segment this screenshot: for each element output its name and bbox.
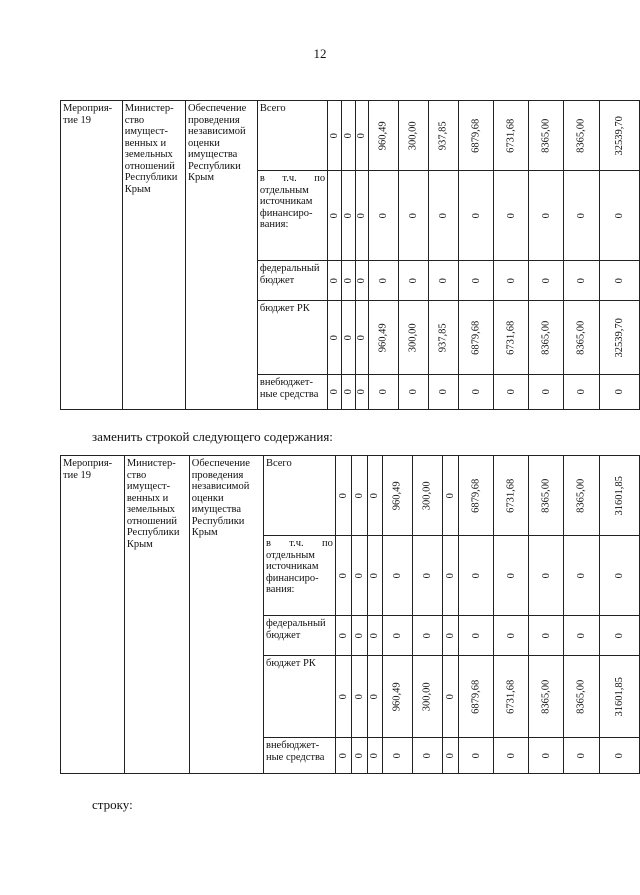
value-cell xyxy=(564,738,599,774)
value-cell xyxy=(443,738,459,774)
value-cell xyxy=(529,101,564,171)
value-text: 0 xyxy=(408,277,419,284)
value-text: 0 xyxy=(540,632,552,639)
value-cell xyxy=(443,616,459,656)
value-cell xyxy=(367,616,383,656)
value-text: 0 xyxy=(575,572,587,579)
value-cell xyxy=(443,656,459,738)
value-text: 937,85 xyxy=(437,121,449,150)
value-text: 0 xyxy=(378,212,390,219)
value-cell xyxy=(494,738,529,774)
value-cell xyxy=(459,301,494,375)
value-cell xyxy=(494,261,529,301)
value-text: 0 xyxy=(353,572,365,579)
value-cell xyxy=(351,536,367,616)
value-text: 0 xyxy=(369,632,381,639)
value-cell xyxy=(335,456,351,536)
value-cell xyxy=(459,171,494,261)
value-text: 0 xyxy=(353,693,365,700)
value-cell xyxy=(459,536,494,616)
source-label-cell: Всего xyxy=(263,456,335,536)
value-cell xyxy=(529,616,564,656)
executor-cell: Министер-ство имущест-венных и земельных отношений Республики Крым xyxy=(122,101,185,410)
value-text: 0 xyxy=(505,572,517,579)
source-label-cell: бюджет РК xyxy=(257,301,327,375)
value-text: 0 xyxy=(392,752,404,759)
measure-cell: Мероприя-тие 19 xyxy=(61,101,123,410)
value-text: 8365,00 xyxy=(540,320,552,355)
value-cell xyxy=(341,261,355,301)
value-text: 8365,00 xyxy=(575,118,587,153)
value-cell xyxy=(599,536,639,616)
value-cell xyxy=(413,656,443,738)
value-text: 0 xyxy=(356,132,368,139)
value-text: 0 xyxy=(505,212,517,219)
value-text: 8365,00 xyxy=(540,679,552,714)
table-row xyxy=(61,456,640,536)
value-cell xyxy=(429,101,459,171)
value-text: 0 xyxy=(540,572,552,579)
value-text: 0 xyxy=(337,693,349,700)
value-cell xyxy=(335,738,351,774)
value-cell xyxy=(564,101,599,171)
value-text: 8365,00 xyxy=(540,118,552,153)
value-cell xyxy=(459,375,494,410)
value-text: 0 xyxy=(540,277,552,284)
value-text: 0 xyxy=(470,752,482,759)
value-cell xyxy=(399,101,429,171)
source-label-cell: в т.ч. по отдельным источникам финансиро-вания: xyxy=(257,171,327,261)
value-text: 8365,00 xyxy=(575,320,587,355)
value-cell xyxy=(383,656,413,738)
value-cell xyxy=(564,261,599,301)
value-text: 0 xyxy=(613,277,625,284)
value-cell xyxy=(529,261,564,301)
value-text: 0 xyxy=(444,693,456,700)
value-cell xyxy=(529,456,564,536)
value-cell xyxy=(399,261,429,301)
value-cell xyxy=(529,375,564,410)
value-cell xyxy=(351,738,367,774)
value-text: 6879,68 xyxy=(470,478,482,513)
value-cell xyxy=(355,261,369,301)
value-text: 6731,68 xyxy=(505,679,517,714)
value-text: 0 xyxy=(408,389,419,395)
value-cell xyxy=(351,656,367,738)
value-text: 0 xyxy=(437,212,449,219)
value-cell xyxy=(494,616,529,656)
value-cell xyxy=(599,656,639,738)
value-cell xyxy=(529,171,564,261)
budget-table-replacement xyxy=(60,455,640,774)
value-text: 0 xyxy=(575,277,587,284)
value-text: 6879,68 xyxy=(470,118,482,153)
value-cell xyxy=(429,171,459,261)
value-cell xyxy=(599,738,639,774)
value-text: 0 xyxy=(337,632,349,639)
value-text: 0 xyxy=(422,632,434,639)
value-cell xyxy=(328,101,342,171)
value-text: 31601,85 xyxy=(613,676,625,717)
value-cell xyxy=(564,301,599,375)
value-text: 0 xyxy=(353,752,365,759)
source-label-cell: внебюджет-ные средства xyxy=(257,375,327,410)
value-cell xyxy=(564,456,599,536)
source-label-cell: Всего xyxy=(257,101,327,171)
value-cell xyxy=(564,616,599,656)
source-label-cell: бюджет РК xyxy=(263,656,335,738)
value-cell xyxy=(328,301,342,375)
value-cell xyxy=(413,456,443,536)
value-cell xyxy=(459,738,494,774)
value-cell xyxy=(599,616,639,656)
value-text: 300,00 xyxy=(422,481,434,510)
value-text: 6731,68 xyxy=(505,118,517,153)
value-text: 0 xyxy=(353,632,365,639)
value-text: 0 xyxy=(342,277,354,284)
value-text: 0 xyxy=(342,334,354,341)
value-text: 6879,68 xyxy=(470,320,482,355)
value-cell xyxy=(335,656,351,738)
value-cell xyxy=(383,456,413,536)
value-cell xyxy=(355,101,369,171)
value-text: 0 xyxy=(540,212,552,219)
value-cell xyxy=(564,536,599,616)
value-cell xyxy=(599,375,639,410)
value-cell xyxy=(383,536,413,616)
value-cell xyxy=(413,536,443,616)
value-cell xyxy=(413,616,443,656)
value-cell xyxy=(494,656,529,738)
value-text: 6879,68 xyxy=(470,679,482,714)
value-cell xyxy=(341,171,355,261)
value-cell xyxy=(355,171,369,261)
value-text: 0 xyxy=(422,752,434,759)
value-text: 8365,00 xyxy=(575,679,587,714)
value-cell xyxy=(494,101,529,171)
value-text: 0 xyxy=(613,752,625,759)
source-label-cell: федеральный бюджет xyxy=(263,616,335,656)
value-text: 0 xyxy=(337,572,349,579)
value-cell xyxy=(369,101,399,171)
value-text: 0 xyxy=(328,334,340,341)
value-cell xyxy=(399,375,429,410)
value-cell xyxy=(564,656,599,738)
value-cell xyxy=(459,101,494,171)
value-cell xyxy=(564,375,599,410)
value-cell xyxy=(413,738,443,774)
value-cell xyxy=(529,656,564,738)
value-text: 0 xyxy=(422,572,434,579)
value-text: 0 xyxy=(342,132,354,139)
value-text: 300,00 xyxy=(408,323,419,352)
value-text: 960,49 xyxy=(392,481,404,510)
value-cell xyxy=(599,171,639,261)
value-text: 0 xyxy=(356,277,368,284)
value-cell xyxy=(494,375,529,410)
value-text: 0 xyxy=(540,389,552,395)
value-cell xyxy=(429,375,459,410)
value-cell xyxy=(335,616,351,656)
value-text: 0 xyxy=(378,389,390,395)
value-text: 0 xyxy=(353,492,365,499)
value-text: 0 xyxy=(392,632,404,639)
value-text: 0 xyxy=(470,632,482,639)
value-cell xyxy=(599,261,639,301)
description-cell: Обеспечение проведения независимой оценки имущества Республики Крым xyxy=(189,456,263,774)
value-text: 0 xyxy=(356,334,368,341)
value-text: 0 xyxy=(328,212,340,219)
replacement-caption: заменить строкой следующего содержания: xyxy=(92,429,333,444)
value-cell xyxy=(341,375,355,410)
value-text: 0 xyxy=(437,389,449,395)
value-text: 0 xyxy=(392,572,404,579)
value-cell xyxy=(351,616,367,656)
value-text: 0 xyxy=(505,632,517,639)
value-text: 0 xyxy=(356,389,368,395)
value-text: 0 xyxy=(444,492,456,499)
value-cell xyxy=(443,536,459,616)
value-text: 960,49 xyxy=(392,682,404,711)
value-cell xyxy=(328,375,342,410)
value-cell xyxy=(341,101,355,171)
value-text: 0 xyxy=(540,752,552,759)
value-cell xyxy=(369,375,399,410)
value-text: 0 xyxy=(444,572,456,579)
value-text: 0 xyxy=(613,389,625,395)
value-cell xyxy=(599,301,639,375)
value-text: 0 xyxy=(575,752,587,759)
value-cell xyxy=(367,536,383,616)
value-cell xyxy=(383,738,413,774)
value-cell xyxy=(355,301,369,375)
value-text: 960,49 xyxy=(378,323,390,352)
value-text: 0 xyxy=(470,572,482,579)
value-cell xyxy=(459,261,494,301)
value-cell xyxy=(369,261,399,301)
value-cell xyxy=(494,456,529,536)
value-cell xyxy=(494,171,529,261)
value-cell xyxy=(367,456,383,536)
value-text: 0 xyxy=(408,212,419,219)
value-cell xyxy=(328,261,342,301)
value-text: 960,49 xyxy=(378,121,390,150)
closing-caption: строку: xyxy=(92,797,133,812)
value-text: 6731,68 xyxy=(505,478,517,513)
value-cell xyxy=(383,616,413,656)
value-text: 0 xyxy=(369,572,381,579)
value-text: 937,85 xyxy=(437,323,449,352)
value-cell xyxy=(429,261,459,301)
value-text: 0 xyxy=(356,212,368,219)
value-text: 31601,85 xyxy=(613,475,625,516)
value-cell xyxy=(369,171,399,261)
value-text: 0 xyxy=(328,277,340,284)
value-cell xyxy=(494,301,529,375)
measure-cell: Мероприя-тие 19 xyxy=(61,456,125,774)
source-label-cell: внебюджет-ные средства xyxy=(263,738,335,774)
source-label-cell: федеральный бюджет xyxy=(257,261,327,301)
value-cell xyxy=(367,656,383,738)
value-cell xyxy=(599,456,639,536)
budget-table-original xyxy=(60,100,640,410)
value-text: 0 xyxy=(328,132,340,139)
value-cell xyxy=(341,301,355,375)
value-text: 0 xyxy=(613,632,625,639)
value-text: 6731,68 xyxy=(505,320,517,355)
value-cell xyxy=(399,301,429,375)
value-text: 300,00 xyxy=(408,121,419,150)
value-cell xyxy=(351,456,367,536)
value-text: 8365,00 xyxy=(575,478,587,513)
value-cell xyxy=(494,536,529,616)
executor-cell: Министер-ство имущест-венных и земельных отношений Республики Крым xyxy=(124,456,189,774)
value-text: 0 xyxy=(575,212,587,219)
value-cell xyxy=(529,738,564,774)
value-text: 8365,00 xyxy=(540,478,552,513)
value-text: 0 xyxy=(337,492,349,499)
value-text: 0 xyxy=(470,389,482,395)
value-cell xyxy=(459,656,494,738)
value-cell xyxy=(443,456,459,536)
value-text: 32539,70 xyxy=(613,317,625,358)
value-text: 0 xyxy=(470,212,482,219)
value-text: 0 xyxy=(444,632,456,639)
source-label-cell: в т.ч. по отдельным источникам финансиро-вания: xyxy=(263,536,335,616)
value-text: 0 xyxy=(369,693,381,700)
value-cell xyxy=(399,171,429,261)
value-cell xyxy=(564,171,599,261)
description-cell: Обеспечение проведения независимой оценки имущества Республики Крым xyxy=(186,101,258,410)
value-text: 0 xyxy=(342,389,354,395)
value-text: 0 xyxy=(613,572,625,579)
value-text: 0 xyxy=(328,389,340,395)
value-text: 0 xyxy=(337,752,349,759)
value-text: 0 xyxy=(444,752,456,759)
value-cell xyxy=(599,101,639,171)
value-text: 0 xyxy=(613,212,625,219)
value-text: 0 xyxy=(505,277,517,284)
value-text: 300,00 xyxy=(422,682,434,711)
value-text: 0 xyxy=(575,389,587,395)
value-cell xyxy=(367,738,383,774)
value-cell xyxy=(529,536,564,616)
value-text: 0 xyxy=(505,752,517,759)
value-cell xyxy=(335,536,351,616)
value-cell xyxy=(328,171,342,261)
value-text: 0 xyxy=(470,277,482,284)
value-cell xyxy=(355,375,369,410)
value-text: 0 xyxy=(505,389,517,395)
value-text: 0 xyxy=(575,632,587,639)
value-cell xyxy=(459,456,494,536)
value-cell xyxy=(369,301,399,375)
value-text: 0 xyxy=(369,752,381,759)
value-text: 0 xyxy=(369,492,381,499)
value-cell xyxy=(429,301,459,375)
table-row xyxy=(61,101,640,171)
value-text: 32539,70 xyxy=(613,115,625,156)
value-text: 0 xyxy=(378,277,390,284)
value-text: 0 xyxy=(437,277,449,284)
value-text: 0 xyxy=(342,212,354,219)
value-cell xyxy=(459,616,494,656)
value-cell xyxy=(529,301,564,375)
page-number: 12 xyxy=(313,46,327,61)
